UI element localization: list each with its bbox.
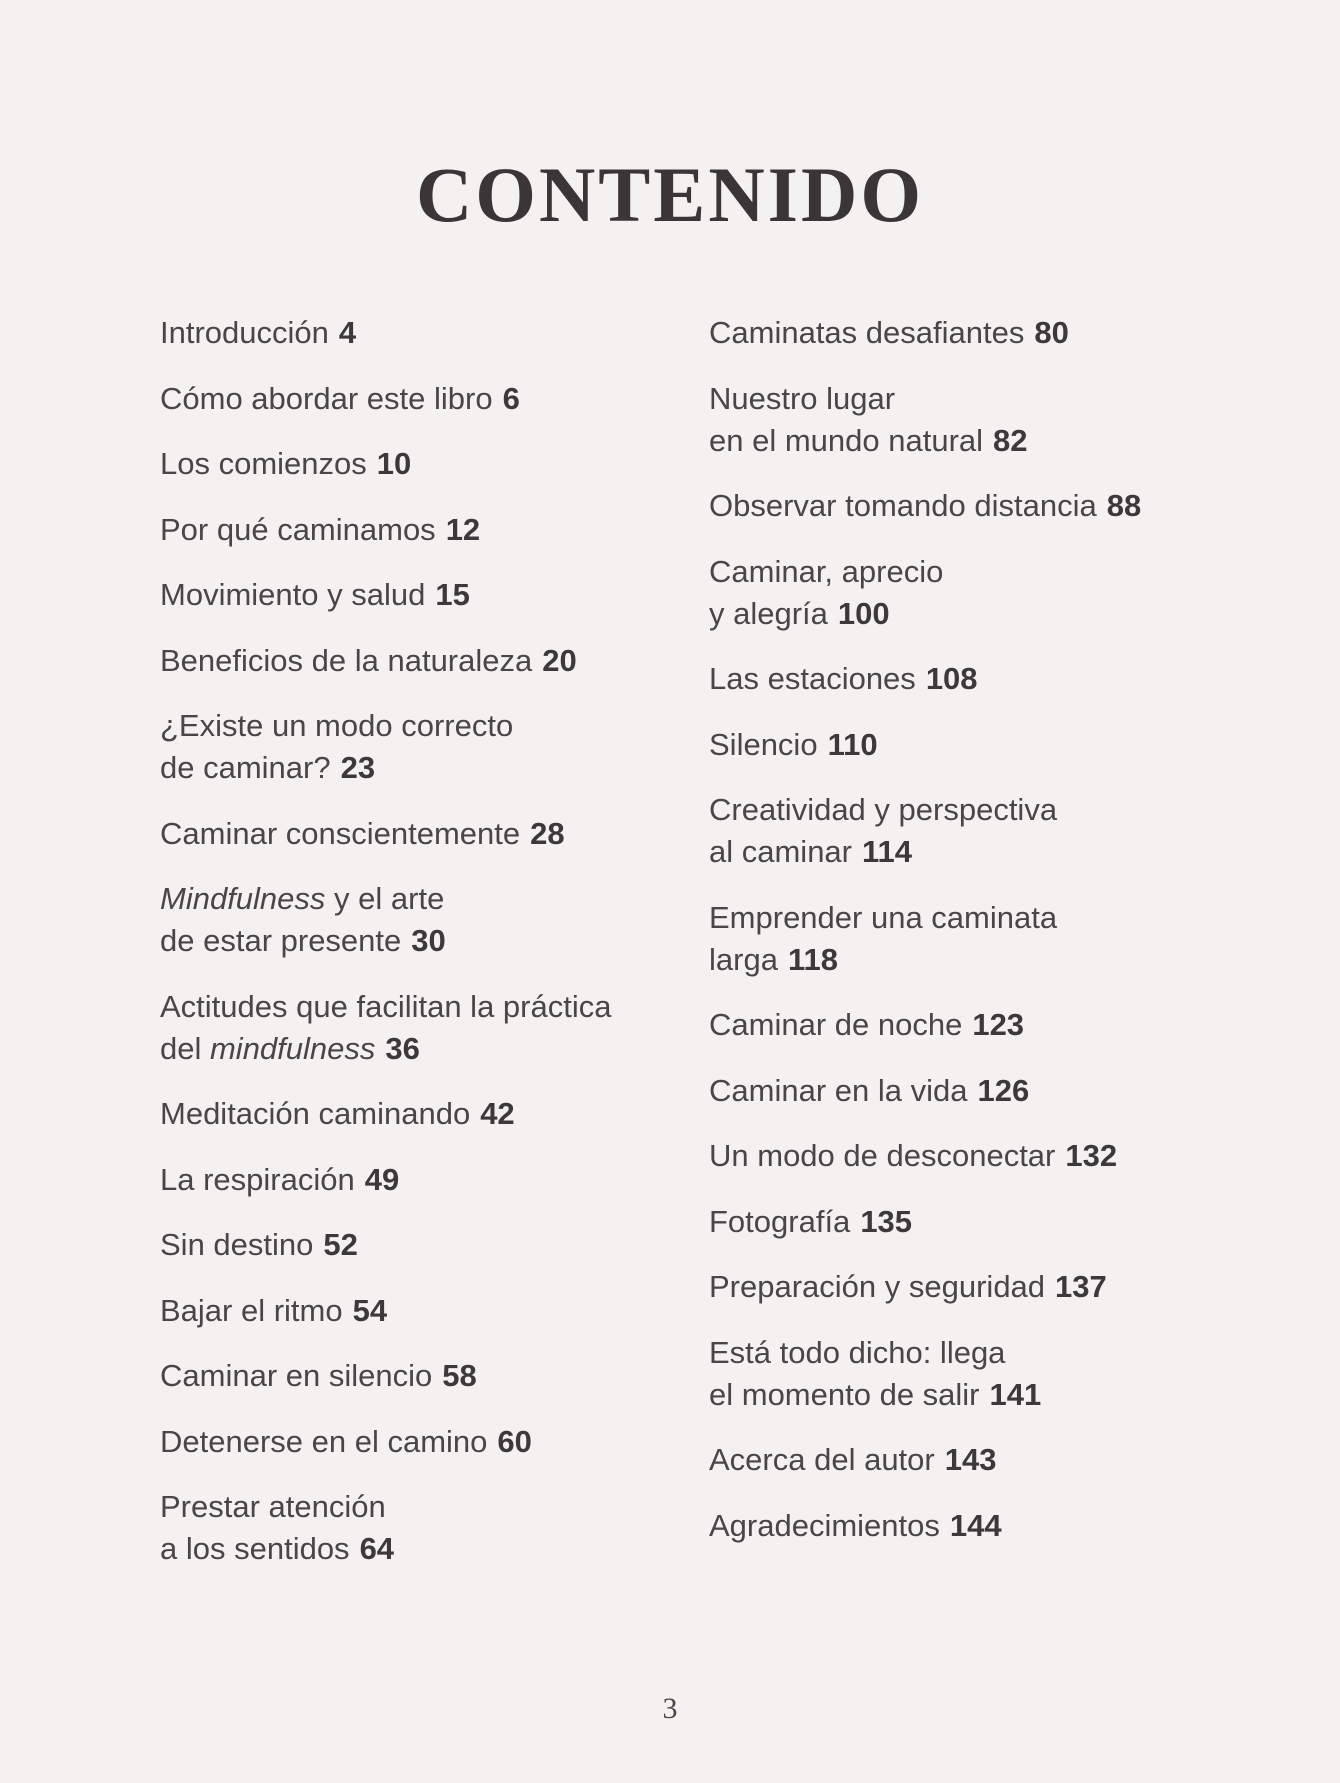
toc-entry bbox=[160, 1290, 680, 1332]
toc-entry bbox=[160, 1093, 680, 1135]
toc-entry bbox=[160, 1224, 680, 1266]
toc-page-number: 80 bbox=[1034, 315, 1069, 350]
toc-entry-title: Meditación caminando bbox=[160, 1096, 471, 1131]
toc-entry-title-line bbox=[160, 705, 680, 747]
toc-entry bbox=[709, 1332, 1249, 1416]
toc-entry-title-line bbox=[160, 1028, 680, 1070]
toc-entry-title-line bbox=[160, 640, 680, 682]
toc-entry-title: Caminar en silencio bbox=[160, 1358, 433, 1393]
toc-entry bbox=[160, 1486, 680, 1570]
toc-entry-title: larga bbox=[709, 941, 778, 977]
toc-entry-title-line bbox=[160, 509, 680, 551]
toc-entry-title-line bbox=[160, 1528, 680, 1570]
toc-entry-title-line bbox=[709, 1374, 1249, 1416]
toc-entry-title: Las estaciones bbox=[709, 661, 916, 696]
toc-entry-title-line bbox=[160, 747, 680, 789]
toc-entry bbox=[160, 813, 680, 855]
toc-entry-title-line bbox=[160, 920, 680, 962]
toc-entry-title: el momento de salir bbox=[709, 1376, 980, 1412]
toc-page-number: 108 bbox=[925, 661, 978, 696]
toc-entry-title-line bbox=[160, 1486, 680, 1528]
toc-entry-title: en el mundo natural bbox=[709, 422, 984, 458]
toc-page-number: 123 bbox=[972, 1007, 1025, 1042]
toc-page-number: 58 bbox=[442, 1358, 477, 1393]
toc-entry-title-line bbox=[160, 1093, 680, 1135]
toc-page-number: 110 bbox=[827, 726, 878, 762]
toc-entry-title-line bbox=[709, 1004, 1249, 1046]
toc-page-number: 144 bbox=[949, 1507, 1002, 1543]
toc-page-number: 132 bbox=[1065, 1138, 1118, 1173]
toc-page-number: 4 bbox=[338, 315, 357, 350]
toc-entry-title-line bbox=[709, 1201, 1249, 1243]
toc-entry-title: Prestar atención bbox=[160, 1489, 386, 1524]
toc-page-number: 20 bbox=[542, 642, 577, 678]
toc-entry-title-line bbox=[709, 378, 1249, 420]
toc-entry-title-line bbox=[709, 485, 1249, 527]
toc-entry-title: Emprender una caminata bbox=[709, 899, 1058, 935]
toc-entry bbox=[709, 1135, 1249, 1177]
toc-entry bbox=[709, 1201, 1249, 1243]
toc-entry-title: Fotografía bbox=[709, 1203, 851, 1239]
toc-entry-title-line bbox=[160, 1355, 680, 1397]
toc-entry-title: Caminatas desafiantes bbox=[709, 315, 1025, 350]
toc-entry bbox=[160, 1421, 680, 1463]
toc-entry-title-line bbox=[160, 986, 680, 1028]
toc-entry-title: Caminar conscientemente bbox=[160, 815, 521, 851]
toc-entry-title: ¿Existe un modo correcto bbox=[160, 708, 514, 743]
toc-entry bbox=[160, 443, 680, 485]
toc-entry-title-line bbox=[709, 724, 1249, 766]
toc-entry-title-line bbox=[709, 939, 1249, 981]
toc-entry-title-line bbox=[709, 1505, 1249, 1547]
toc-entry-title: Movimiento y salud bbox=[160, 577, 426, 612]
toc-entry bbox=[709, 485, 1249, 527]
toc-page-number: 12 bbox=[445, 511, 481, 547]
toc-entry-title: de estar presente bbox=[160, 923, 402, 958]
toc-page-number: 60 bbox=[497, 1423, 532, 1459]
toc-page-number: 36 bbox=[385, 1030, 420, 1066]
toc-entry-title-line bbox=[709, 789, 1249, 831]
toc-entry-title: Caminar de noche bbox=[709, 1007, 963, 1042]
toc-entry bbox=[709, 551, 1249, 635]
toc-page-number: 15 bbox=[435, 577, 470, 612]
toc-entry-title-line bbox=[709, 897, 1249, 939]
toc-page-number: 135 bbox=[860, 1203, 913, 1239]
toc-page-number: 10 bbox=[376, 446, 412, 481]
toc-entry-title-line bbox=[160, 443, 680, 485]
toc-page-number: 64 bbox=[359, 1531, 395, 1566]
toc-entry bbox=[709, 312, 1249, 354]
toc-entry-title-line bbox=[160, 1224, 680, 1266]
toc-entry bbox=[709, 789, 1249, 873]
toc-entry bbox=[160, 378, 680, 420]
toc-page-number: 118 bbox=[787, 941, 838, 977]
toc-entry-title-line bbox=[709, 1135, 1249, 1177]
toc-entry-title: Introducción bbox=[160, 315, 329, 350]
toc-entry-title: Un modo de desconectar bbox=[709, 1138, 1056, 1173]
toc-entry-title-line bbox=[709, 420, 1249, 462]
toc-entry-title-line bbox=[160, 813, 680, 855]
toc-entry-title-line bbox=[709, 312, 1249, 354]
toc-entry bbox=[160, 705, 680, 789]
toc-entry bbox=[709, 1004, 1249, 1046]
toc-entry-title-line bbox=[709, 593, 1249, 635]
page-title: CONTENIDO bbox=[415, 151, 925, 238]
toc-entry bbox=[160, 986, 680, 1070]
toc-entry-title: al caminar bbox=[709, 834, 852, 869]
toc-entry bbox=[709, 724, 1249, 766]
toc-entry bbox=[160, 312, 680, 354]
toc-entry-title-line bbox=[160, 574, 680, 616]
toc-entry-title: Beneficios de la naturaleza bbox=[160, 642, 533, 678]
toc-entry-title: Los comienzos bbox=[160, 446, 367, 481]
toc-entry bbox=[160, 509, 680, 551]
toc-page-number: 137 bbox=[1055, 1269, 1107, 1304]
toc-entry-title: Preparación y seguridad bbox=[709, 1269, 1046, 1304]
toc-page-number: 82 bbox=[993, 422, 1028, 458]
toc-entry-title-line bbox=[160, 1159, 680, 1201]
toc-page-number: 49 bbox=[364, 1161, 400, 1197]
toc-entry bbox=[709, 1439, 1249, 1481]
toc-entry bbox=[160, 878, 680, 962]
toc-entry-title: Bajar el ritmo bbox=[160, 1292, 343, 1328]
toc-entry-title: Detenerse en el camino bbox=[160, 1423, 488, 1459]
toc-entry-title: Agradecimientos bbox=[709, 1507, 940, 1543]
toc-entry-title: Silencio bbox=[709, 726, 818, 762]
toc-page-number: 28 bbox=[530, 815, 565, 851]
toc-entry-title-line bbox=[160, 312, 680, 354]
toc-page-number: 126 bbox=[977, 1072, 1030, 1108]
toc-page-number: 52 bbox=[323, 1227, 358, 1262]
toc-page-number: 143 bbox=[944, 1442, 997, 1477]
toc-entry bbox=[160, 1355, 680, 1397]
toc-entry-title: La respiración bbox=[160, 1161, 355, 1197]
toc-entry-title: Observar tomando distancia bbox=[709, 488, 1097, 523]
toc-entry-title-line bbox=[709, 831, 1249, 873]
toc-entry bbox=[160, 640, 680, 682]
toc-entry bbox=[709, 897, 1249, 981]
toc-entry bbox=[160, 574, 680, 616]
toc-entry-title: Actitudes que facilitan la práctica bbox=[160, 988, 612, 1024]
toc-entry-title: Creatividad y perspectiva bbox=[709, 792, 1058, 827]
toc-entry-title: Acerca del autor bbox=[709, 1442, 935, 1477]
toc-entry-title-line bbox=[709, 551, 1249, 593]
page-number: 3 bbox=[662, 1692, 678, 1725]
toc-entry bbox=[709, 1505, 1249, 1547]
toc-page-number: 42 bbox=[480, 1096, 515, 1131]
toc-page-number: 100 bbox=[837, 595, 890, 631]
toc-entry bbox=[160, 1159, 680, 1201]
toc-entry-title-line bbox=[709, 1266, 1249, 1308]
toc-entry-title: Caminar, aprecio bbox=[709, 553, 944, 589]
toc-entry-title-line bbox=[709, 1070, 1249, 1112]
toc-page-number: 88 bbox=[1106, 488, 1142, 523]
toc-entry-title: Sin destino bbox=[160, 1227, 314, 1262]
toc-entry-title: Nuestro lugar bbox=[709, 380, 896, 416]
toc-entry-title: Por qué caminamos bbox=[160, 511, 436, 547]
toc-entry-title: a los sentidos bbox=[160, 1531, 350, 1566]
toc-page-number: 23 bbox=[340, 750, 376, 785]
toc-entry-title-line bbox=[160, 1421, 680, 1463]
toc-page-number: 114 bbox=[862, 834, 913, 869]
toc-entry-title: Cómo abordar este libro bbox=[160, 380, 493, 416]
toc-page-number: 30 bbox=[411, 923, 446, 958]
toc-entry-title: Está todo dicho: llega bbox=[709, 1334, 1006, 1370]
toc-entry-title-line bbox=[709, 1332, 1249, 1374]
toc-entry-title-line bbox=[709, 1439, 1249, 1481]
toc-entry-title: Caminar en la vida bbox=[709, 1072, 968, 1108]
toc-entry-title: y alegría bbox=[709, 595, 828, 631]
toc-entry bbox=[709, 1070, 1249, 1112]
toc-page-number: 54 bbox=[352, 1292, 388, 1328]
toc-page-number: 6 bbox=[502, 380, 520, 416]
toc-entry-title-line bbox=[160, 378, 680, 420]
toc-entry bbox=[709, 658, 1249, 700]
toc-entry-title-line bbox=[160, 1290, 680, 1332]
toc-entry-title: del mindfulness bbox=[160, 1030, 376, 1066]
toc-entry bbox=[709, 378, 1249, 462]
toc-entry-title: Mindfulness y el arte bbox=[160, 881, 445, 916]
toc-entry-title-line bbox=[709, 658, 1249, 700]
toc-entry-title: de caminar? bbox=[160, 750, 331, 785]
toc-entry bbox=[709, 1266, 1249, 1308]
toc-entry-title-line bbox=[160, 878, 680, 920]
toc-page-number: 141 bbox=[989, 1376, 1042, 1412]
